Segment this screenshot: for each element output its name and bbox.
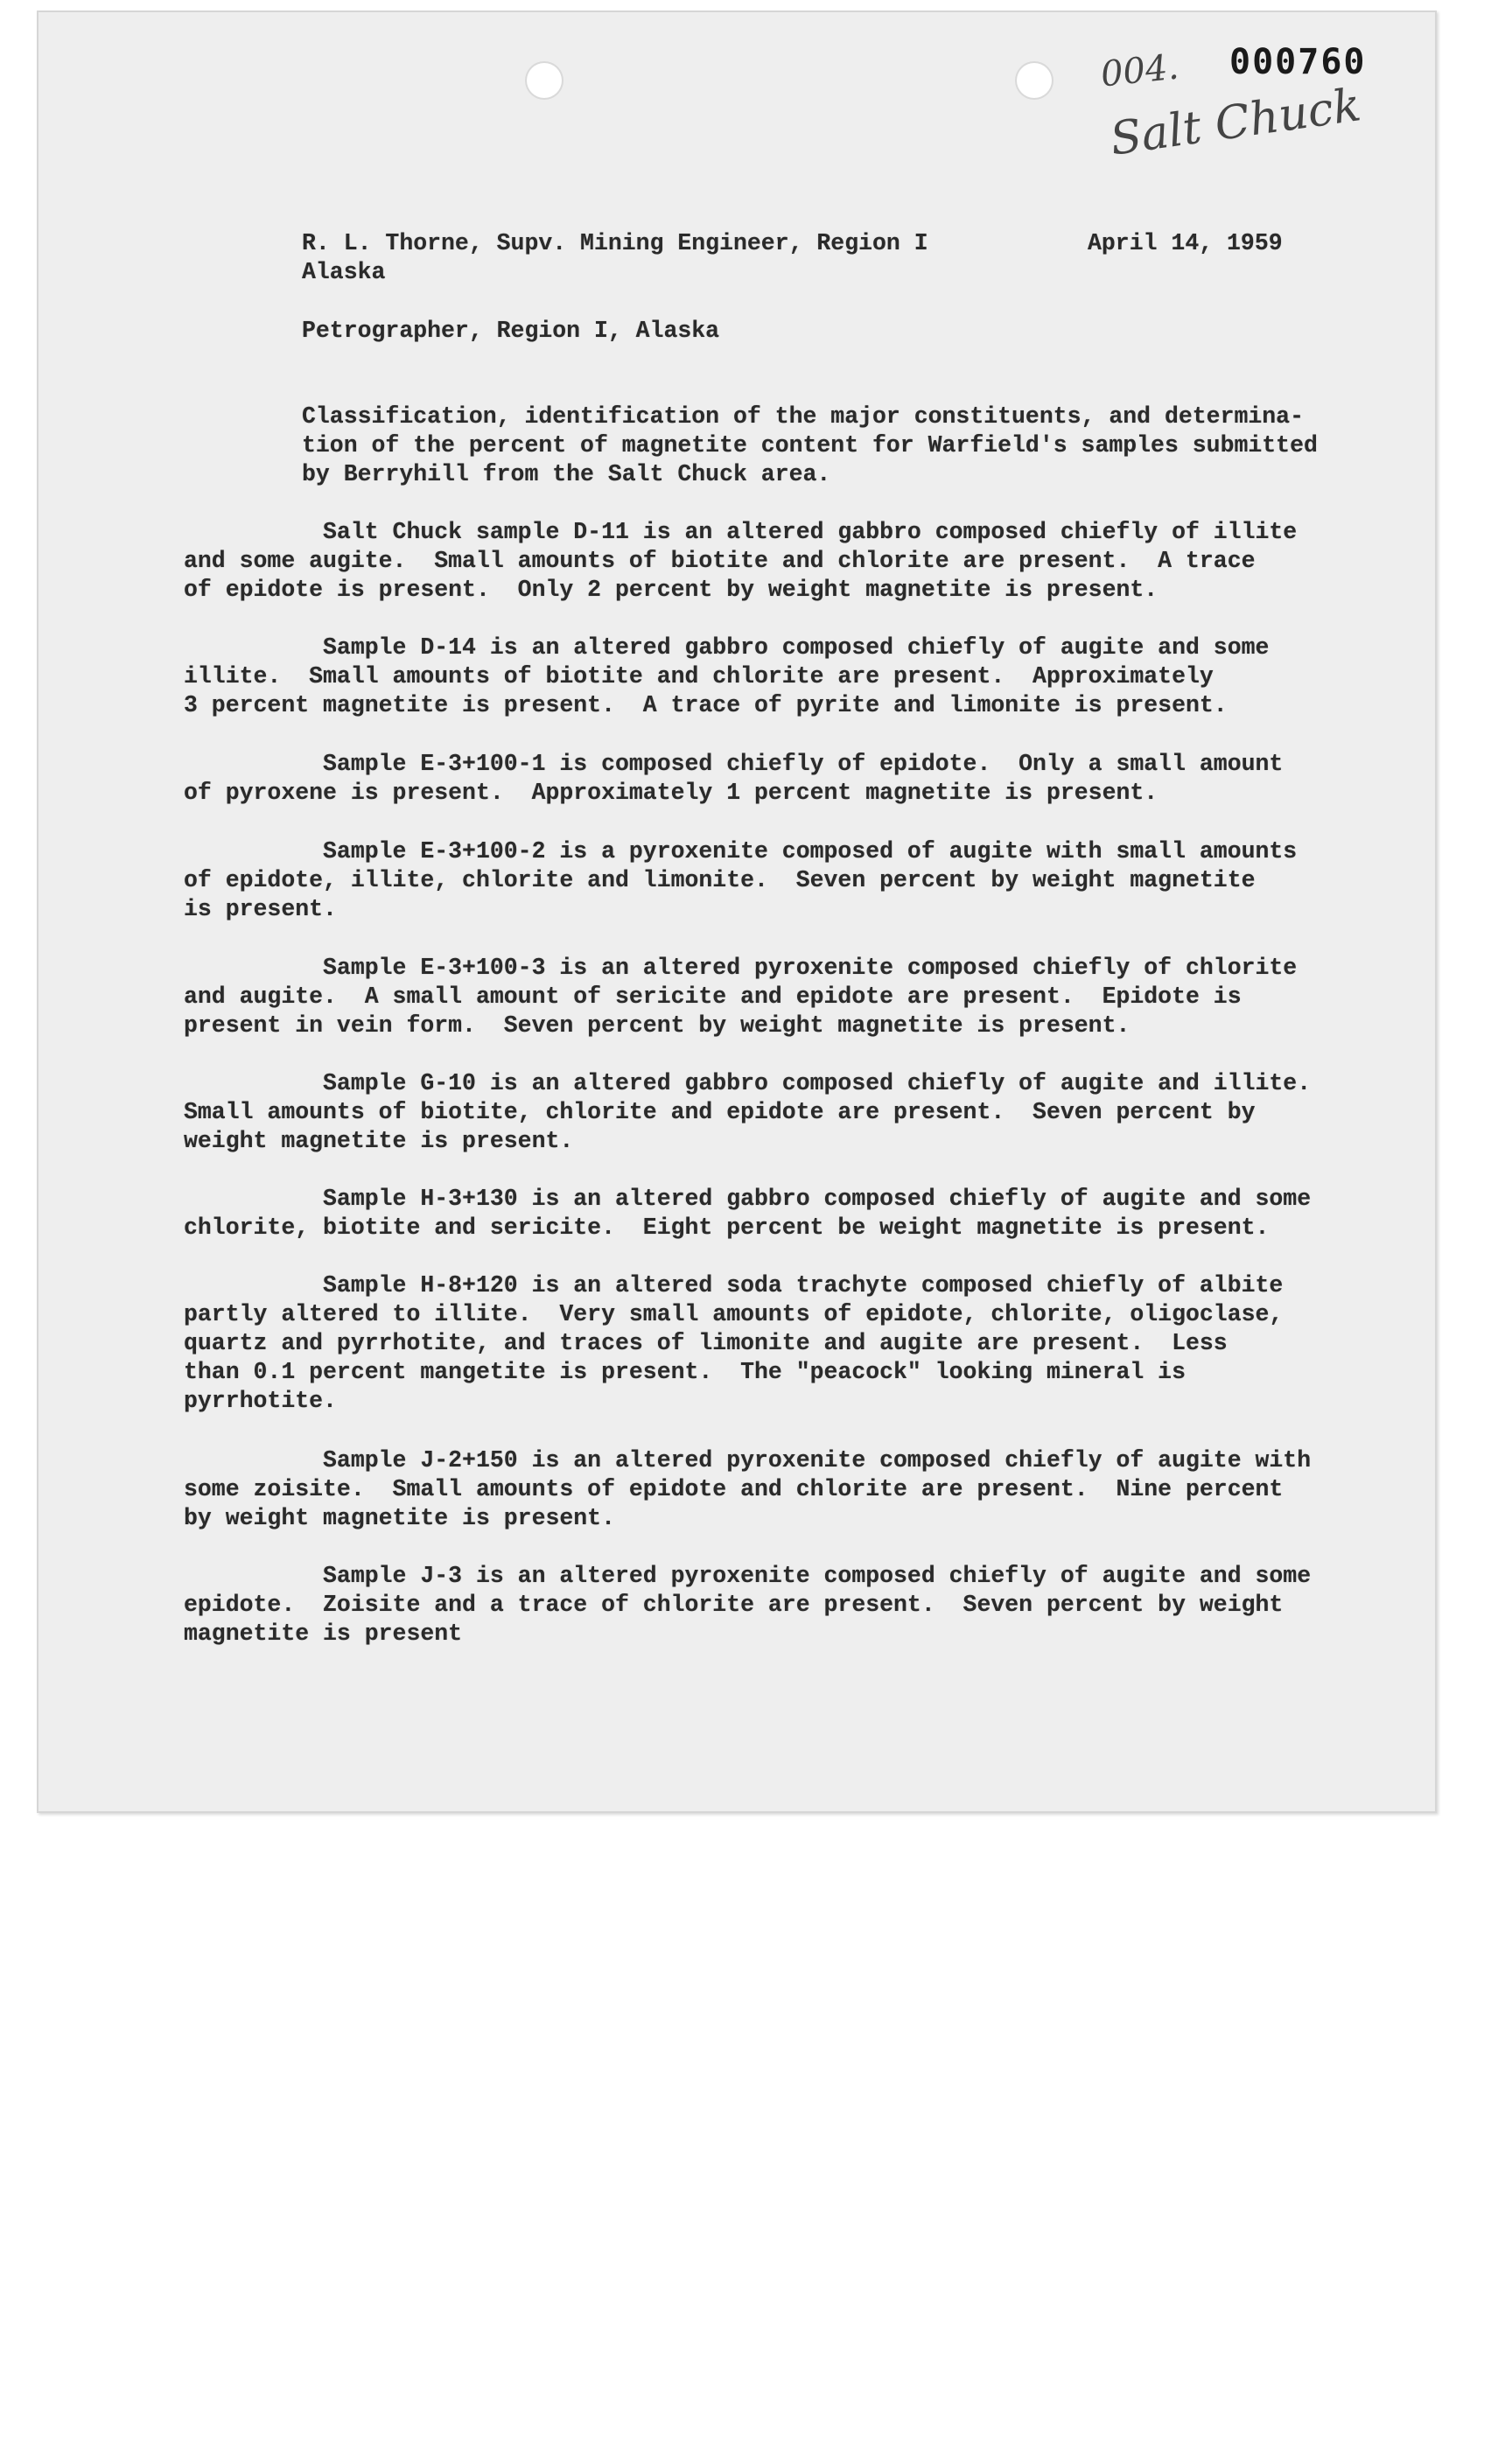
paragraph-sample-g10 <box>184 1069 1356 1156</box>
text-line: of epidote is present. Only 2 percent by weight magnetite is present. <box>184 577 1158 603</box>
text-line: epidote. Zoisite and a trace of chlorite are present. Seven percent by weight <box>184 1592 1284 1618</box>
memo-subject <box>302 402 1474 489</box>
text-line: by weight magnetite is present. <box>184 1505 615 1531</box>
paragraph-sample-j3 <box>184 1562 1356 1648</box>
text-line: Sample D-14 is an altered gabbro composed chiefly of augite and some <box>184 634 1270 661</box>
text-line: Sample E-3+100-2 is a pyroxenite composed of augite with small amounts <box>184 838 1298 864</box>
text-line: Sample H-3+130 is an altered gabbro composed chiefly of augite and some <box>184 1186 1312 1212</box>
text-line: Sample G-10 is an altered gabbro composed chiefly of augite and illite. <box>184 1070 1312 1096</box>
text-line: Sample H-8+120 is an altered soda trachyte composed chiefly of albite <box>184 1272 1284 1298</box>
text-line: some zoisite. Small amounts of epidote and chlorite are present. Nine percent <box>184 1476 1284 1502</box>
text-line: weight magnetite is present. <box>184 1128 574 1154</box>
text-line: of epidote, illite, chlorite and limonite. Seven percent by weight magnetite <box>184 867 1256 893</box>
text-line: by Berryhill from the Salt Chuck area. <box>302 461 831 487</box>
text-line: quartz and pyrrhotite, and traces of limonite and augite are present. Less <box>184 1330 1228 1356</box>
text-line: present in vein form. Seven percent by weight magnetite is present. <box>184 1012 1130 1039</box>
text-line: magnetite is present <box>184 1620 463 1647</box>
paragraph-sample-e3-100-2 <box>184 837 1356 924</box>
punch-hole-left <box>527 63 562 98</box>
text-line: Classification, identification of the major constituents, and determina- <box>302 403 1304 430</box>
text-line: Sample J-3 is an altered pyroxenite composed chiefly of augite and some <box>184 1563 1312 1589</box>
paragraph-sample-e3-100-1 <box>184 750 1356 808</box>
text-line: tion of the percent of magnetite content for Warfield's samples submitted <box>302 432 1318 458</box>
paragraph-sample-h3-130 <box>184 1185 1356 1242</box>
text-line: chlorite, biotite and sericite. Eight percent be weight magnetite is present. <box>184 1214 1270 1241</box>
document-stamp-number: 000760 <box>1229 42 1367 82</box>
paragraph-sample-d14 <box>184 634 1356 720</box>
handwritten-file-prefix: 004. <box>1098 46 1181 95</box>
text-line: Sample E-3+100-1 is composed chiefly of epidote. Only a small amount <box>184 751 1284 777</box>
punch-hole-right <box>1017 63 1052 98</box>
text-line: than 0.1 percent mangetite is present. The "peacock" looking mineral is <box>184 1359 1186 1385</box>
memo-to: Petrographer, Region I, Alaska <box>302 318 720 344</box>
memo-date: April 14, 1959 <box>1088 230 1283 256</box>
paragraph-sample-d11 <box>184 518 1356 605</box>
text-line: and some augite. Small amounts of biotite and chlorite are present. A trace <box>184 548 1256 574</box>
text-line: illite. Small amounts of biotite and chlorite are present. Approximately <box>184 663 1214 690</box>
text-line: Salt Chuck sample D-11 is an altered gabbro composed chiefly of illite <box>184 519 1298 545</box>
text-line: is present. <box>184 896 337 922</box>
text-line: of pyroxene is present. Approximately 1 percent magnetite is present. <box>184 780 1158 806</box>
text-line: Sample J-2+150 is an altered pyroxenite composed chiefly of augite with <box>184 1447 1312 1474</box>
memo-from-location: Alaska <box>302 259 386 285</box>
memo-from: R. L. Thorne, Supv. Mining Engineer, Region I <box>302 230 928 256</box>
text-line: pyrrhotite. <box>184 1388 337 1414</box>
paragraph-sample-j2-150 <box>184 1446 1356 1533</box>
text-line: Small amounts of biotite, chlorite and epidote are present. Seven percent by <box>184 1099 1256 1125</box>
paragraph-sample-e3-100-3 <box>184 954 1356 1040</box>
handwritten-note: Salt Chuck <box>1107 79 1364 166</box>
paragraph-sample-h8-120 <box>184 1271 1356 1416</box>
blank-area <box>0 1855 1512 2450</box>
text-line: 3 percent magnetite is present. A trace of pyrite and limonite is present. <box>184 692 1228 718</box>
text-line: partly altered to illite. Very small amounts of epidote, chlorite, oligoclase, <box>184 1301 1284 1327</box>
text-line: Sample E-3+100-3 is an altered pyroxenite composed chiefly of chlorite <box>184 955 1298 981</box>
text-line: and augite. A small amount of sericite and epidote are present. Epidote is <box>184 984 1242 1010</box>
